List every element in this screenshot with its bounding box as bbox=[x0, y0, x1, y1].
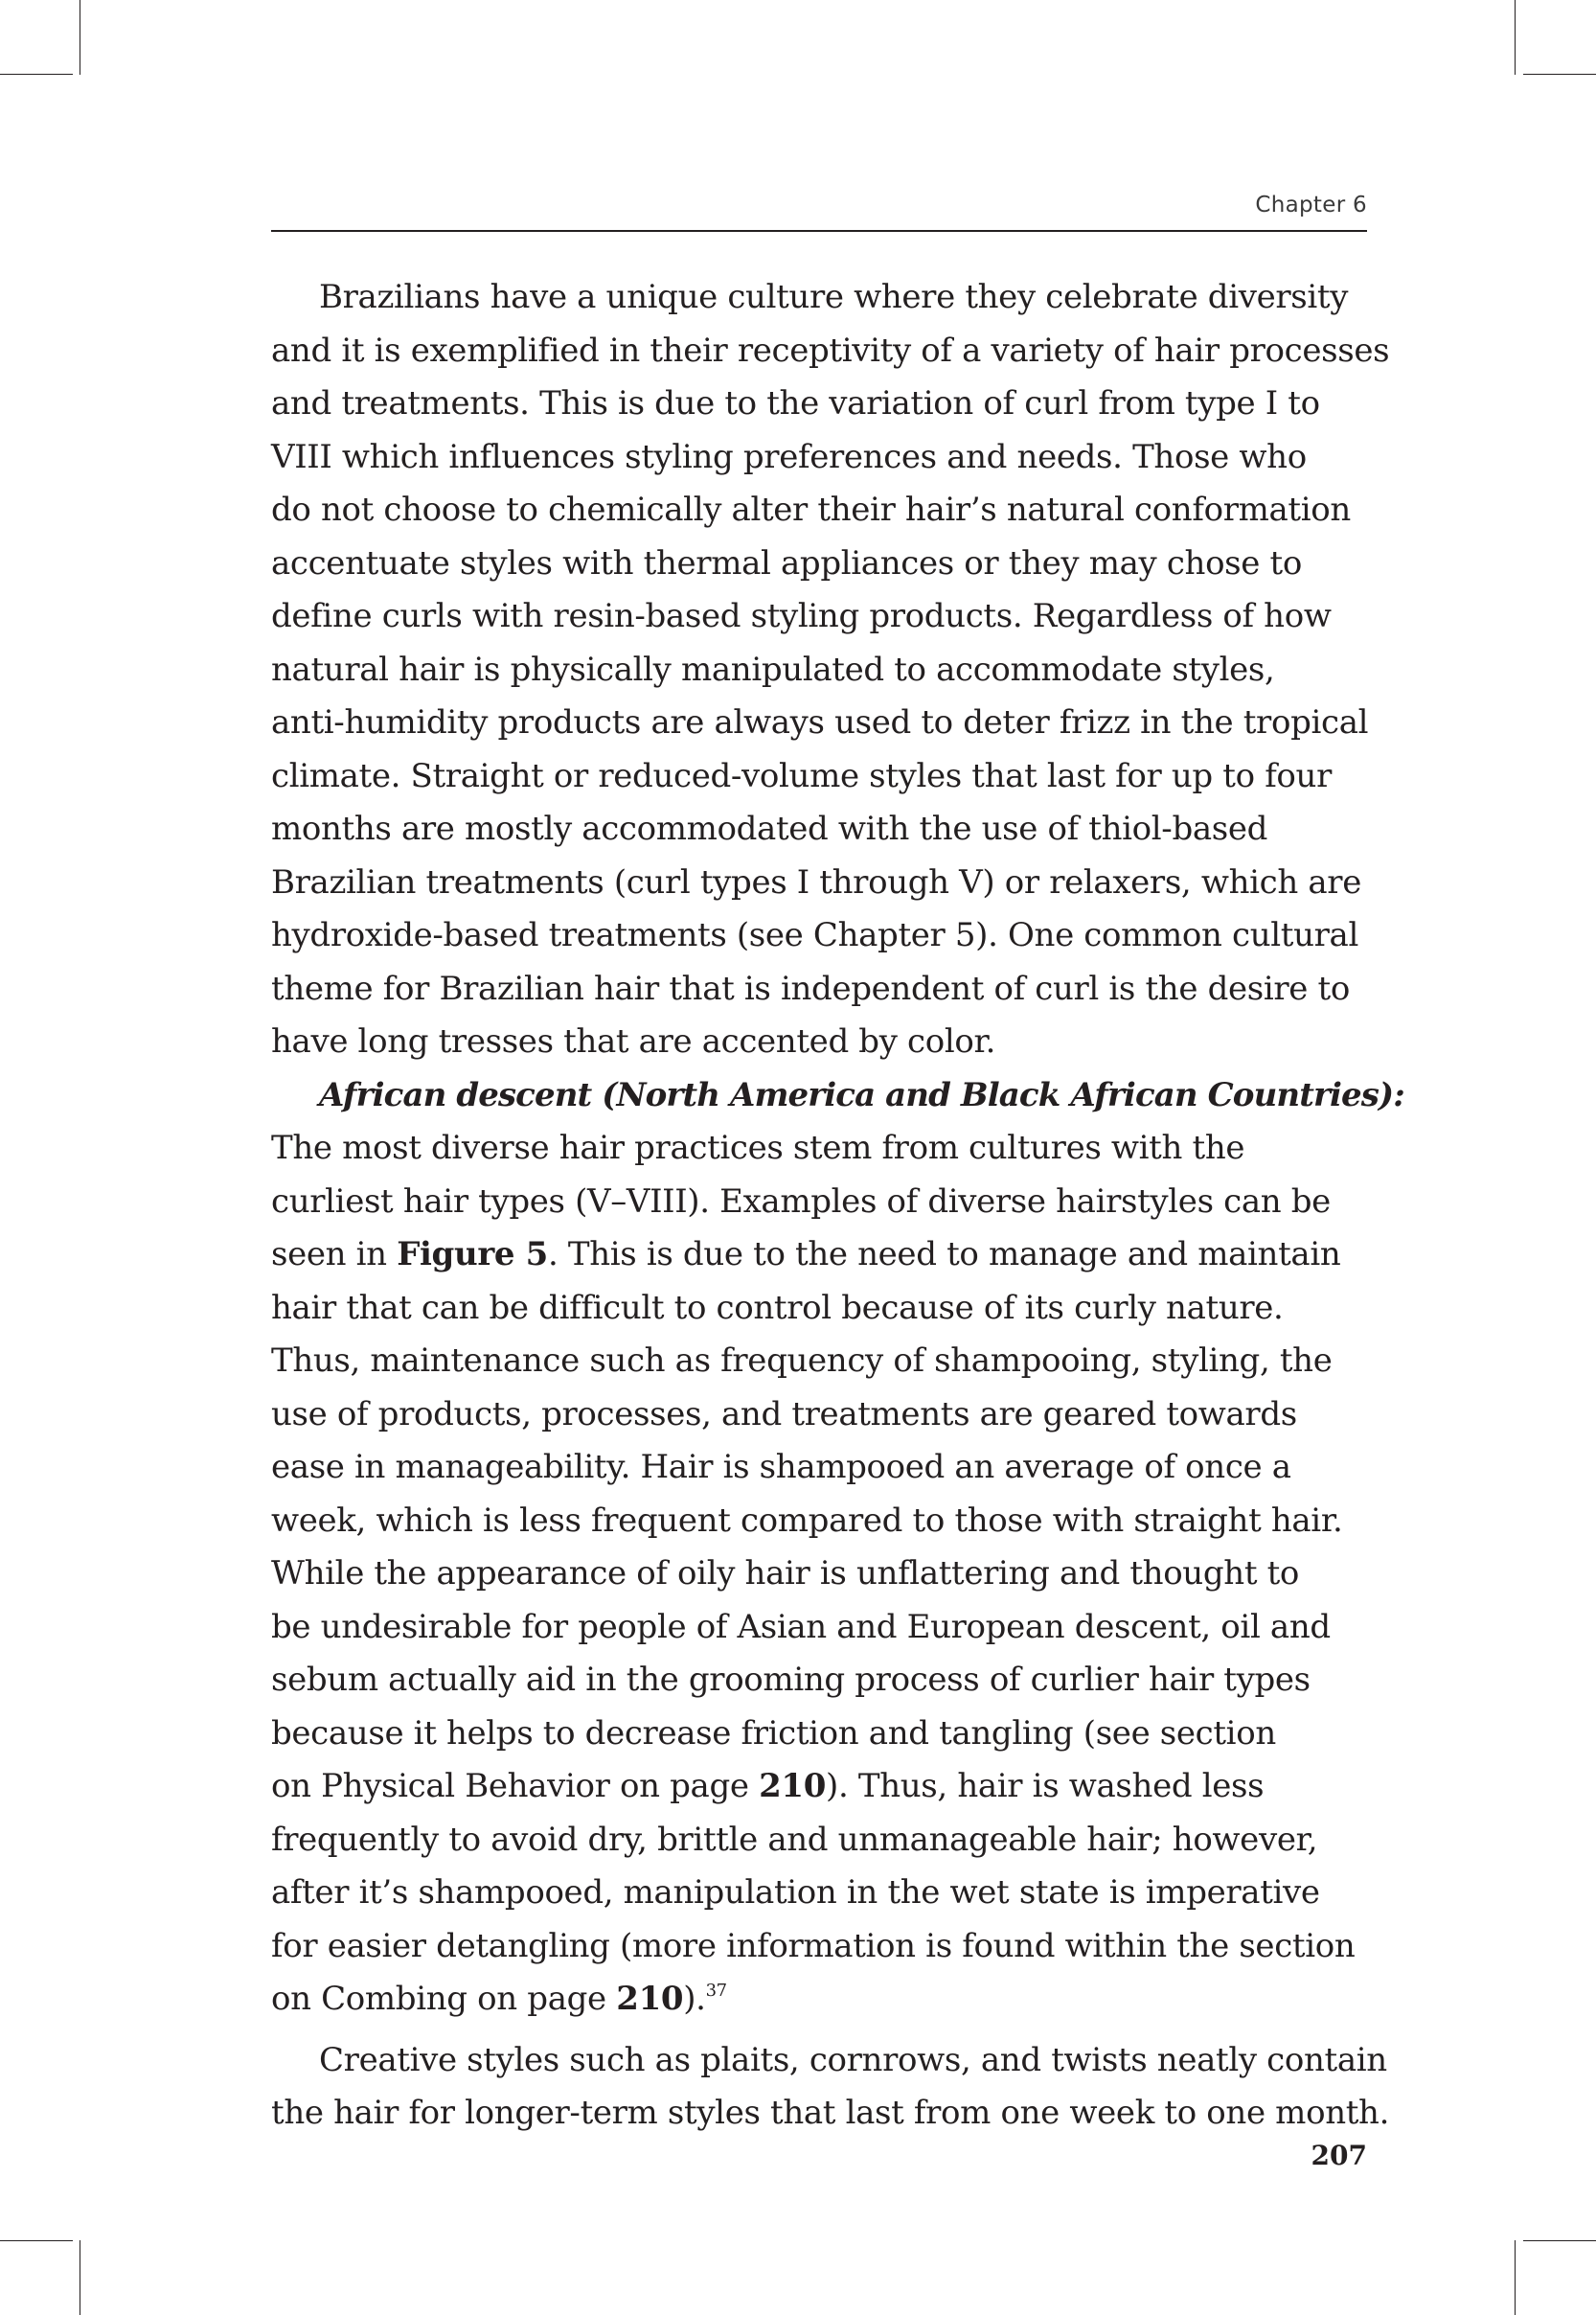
text-line-with-figure-ref bbox=[271, 1228, 1382, 1282]
paragraph-brazilians bbox=[271, 271, 1390, 1069]
text-fragment: seen in bbox=[271, 1235, 398, 1273]
text-line: and it is exemplified in their receptivity of a variety of hair processes bbox=[271, 331, 1390, 370]
text-line: Thus, maintenance such as frequency of shampooing, styling, the bbox=[271, 1341, 1333, 1380]
crop-mark-top-right-horizontal bbox=[1523, 74, 1596, 75]
running-head bbox=[271, 188, 1367, 232]
text-line: months are mostly accommodated with the use of thiol-based bbox=[271, 810, 1268, 848]
text-line: VIII which influences styling preferences and needs. Those who bbox=[271, 437, 1307, 476]
text-line: Brazilians have a unique culture where they celebrate diversity bbox=[319, 278, 1349, 316]
text-line: Brazilian treatments (curl types I through V) or relaxers, which are bbox=[271, 862, 1361, 902]
text-fragment: . This is due to the need to manage and maintain bbox=[547, 1235, 1341, 1273]
crop-mark-top-left-horizontal bbox=[0, 74, 73, 75]
text-fragment: on Combing on page bbox=[271, 1980, 617, 2018]
text-line: and treatments. This is due to the variation of curl from type I to bbox=[271, 384, 1320, 423]
running-head-chapter-label: Chapter 6 bbox=[1255, 193, 1367, 218]
text-fragment: on Physical Behavior on page bbox=[271, 1767, 760, 1805]
text-line-with-page-ref bbox=[271, 1760, 1382, 1814]
text-line: theme for Brazilian hair that is independent of curl is the desire to bbox=[271, 969, 1350, 1008]
text-fragment: ). bbox=[683, 1980, 706, 2018]
text-line: The most diverse hair practices stem from cultures with the bbox=[271, 1129, 1245, 1167]
run-in-heading-text: African descent (North America and Black African Countries): bbox=[319, 1075, 1404, 1114]
text-line: use of products, processes, and treatments are geared towards bbox=[271, 1394, 1297, 1433]
page-reference[interactable]: 210 bbox=[616, 1980, 684, 2018]
text-fragment: ). Thus, hair is washed less bbox=[826, 1767, 1265, 1805]
page-reference[interactable]: 210 bbox=[759, 1767, 827, 1805]
crop-mark-bottom-right-vertical bbox=[1515, 2240, 1516, 2315]
section-run-in-heading bbox=[271, 1069, 1404, 1123]
text-line: the hair for longer-term styles that last from one week to one month. bbox=[271, 2094, 1390, 2132]
figure-reference[interactable]: Figure 5 bbox=[397, 1235, 548, 1273]
text-line: for easier detangling (more information is found within the section bbox=[271, 1926, 1356, 1965]
text-line: because it helps to decrease friction and tangling (see section bbox=[271, 1713, 1276, 1753]
text-line: anti-humidity products are always used to deter frizz in the tropical bbox=[271, 703, 1369, 742]
text-line: do not choose to chemically alter their hair’s natural conformation bbox=[271, 491, 1351, 529]
paragraph-african-descent bbox=[271, 1069, 1404, 2027]
text-line: hair that can be difficult to control because of its curly nature. bbox=[271, 1288, 1284, 1327]
text-line: Creative styles such as plaits, cornrows, and twists neatly contain bbox=[319, 2040, 1387, 2079]
text-line-with-page-ref bbox=[271, 1973, 1382, 2027]
footnote-reference[interactable]: 37 bbox=[705, 1981, 727, 2001]
body-text bbox=[271, 271, 1404, 2141]
text-line: be undesirable for people of Asian and European descent, oil and bbox=[271, 1607, 1331, 1646]
text-line: frequently to avoid dry, brittle and unmanageable hair; however, bbox=[271, 1820, 1318, 1859]
crop-mark-bottom-right-horizontal bbox=[1523, 2240, 1596, 2241]
text-line: hydroxide-based treatments (see Chapter 5). One common cultural bbox=[271, 916, 1358, 954]
text-line: climate. Straight or reduced-volume styles that last for up to four bbox=[271, 756, 1333, 795]
text-line: natural hair is physically manipulated to accommodate styles, bbox=[271, 650, 1275, 689]
text-line: sebum actually aid in the grooming process of curlier hair types bbox=[271, 1661, 1311, 1699]
text-line: define curls with resin-based styling products. Regardless of how bbox=[271, 597, 1332, 635]
crop-mark-bottom-left-horizontal bbox=[0, 2240, 73, 2241]
text-line: accentuate styles with thermal appliances or they may chose to bbox=[271, 543, 1302, 583]
paragraph-creative-styles bbox=[271, 2034, 1390, 2141]
crop-mark-top-right-vertical bbox=[1515, 0, 1516, 75]
paragraph-spacer bbox=[271, 2027, 1382, 2034]
text-line: week, which is less frequent compared to those with straight hair. bbox=[271, 1501, 1343, 1540]
text-line: curliest hair types (V–VIII). Examples of diverse hairstyles can be bbox=[271, 1181, 1331, 1221]
text-line: have long tresses that are accented by color. bbox=[271, 1022, 996, 1061]
page-number: 207 bbox=[1311, 2140, 1367, 2171]
text-line: ease in manageability. Hair is shampooed an average of once a bbox=[271, 1448, 1291, 1486]
text-line: after it’s shampooed, manipulation in the wet state is imperative bbox=[271, 1873, 1320, 1912]
text-line: While the appearance of oily hair is unflattering and thought to bbox=[271, 1554, 1300, 1593]
